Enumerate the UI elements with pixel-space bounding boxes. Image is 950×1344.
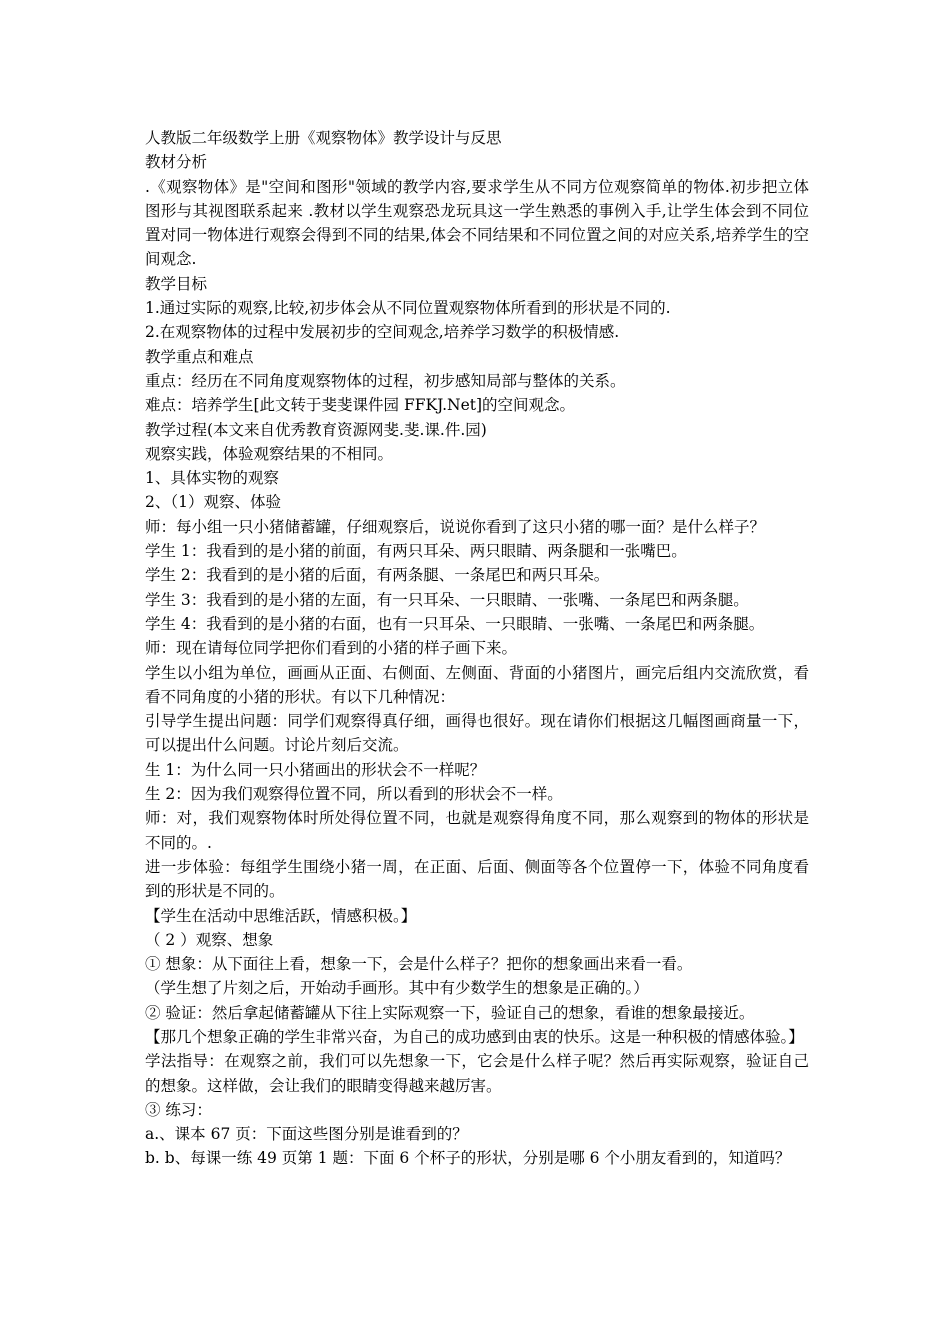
section-heading-key-points: 教学重点和难点 bbox=[145, 347, 254, 366]
paragraph: 观察实践，体验观察结果的不相同。 bbox=[145, 444, 394, 463]
paragraph: （学生想了片刻之后，开始动手画形。其中有少数学生的想象是正确的。） bbox=[145, 979, 649, 998]
paragraph: 师：对，我们观察物体时所处得位置不同，也就是观察得角度不同，那么观察到的物体的形状是不同的。. bbox=[145, 809, 809, 852]
paragraph: 生 2：因为我们观察得位置不同，所以看到的形状会不一样。 bbox=[145, 785, 563, 804]
paragraph: 师：现在请每位同学把你们看到的小猪的样子画下来。 bbox=[145, 639, 518, 658]
paragraph: 学法指导：在观察之前，我们可以先想象一下，它会是什么样子呢？然后再实际观察，验证自己的想象。这样做，会让我们的眼睛变得越来越厉害。 bbox=[145, 1052, 809, 1095]
paragraph: ③ 练习： bbox=[145, 1100, 212, 1119]
paragraph: 1、具体实物的观察 bbox=[145, 469, 279, 488]
exercise-item-b: b. b、每课一练 49 页第 1 题：下面 6 个杯子的形状，分别是哪 6 个小朋友看到的，知道吗？ bbox=[145, 1149, 791, 1168]
paragraph: 2、（1）观察、体验 bbox=[145, 493, 281, 512]
paragraph: 学生 1：我看到的是小猪的前面，有两只耳朵、两只眼睛、两条腿和一张嘴巴。 bbox=[145, 542, 687, 561]
key-point: 重点：经历在不同角度观察物体的过程，初步感知局部与整体的关系。 bbox=[145, 371, 626, 390]
section-heading-textbook-analysis: 教材分析 bbox=[145, 153, 208, 172]
paragraph: 进一步体验：每组学生围绕小猪一周，在正面、后面、侧面等各个位置停一下，体验不同角度看到的形状是不同的。 bbox=[145, 857, 809, 901]
paragraph-textbook-analysis: .《观察物体》是"空间和图形"领域的教学内容,要求学生从不同方位观察简单的物体.初步把立体图形与其视图联系起来 .教材以学生观察恐龙玩具这一学生熟悉的事例入手,让学生体会到不同位置对同一物体进行观察会得到不同的结果,体会不同结果和不同位置之间的对应关系,培养学生的空间观念. bbox=[145, 177, 809, 269]
goal-item-2: 2.在观察物体的过程中发展初步的空间观念,培养学习数学的积极情感. bbox=[145, 323, 620, 342]
paragraph: （ 2 ）观察、想象 bbox=[145, 930, 274, 949]
goal-item-1: 1.通过实际的观察,比较,初步体会从不同位置观察物体所看到的形状是不同的. bbox=[145, 299, 671, 318]
paragraph: ② 验证：然后拿起储蓄罐从下往上实际观察一下，验证自己的想象，看谁的想象最接近。 bbox=[145, 1003, 755, 1022]
section-heading-teaching-process: 教学过程(本文来自优秀教育资源网斐.斐.课.件.园) bbox=[145, 420, 487, 439]
document-body bbox=[145, 126, 809, 1171]
document-title: 人教版二年级数学上册《观察物体》教学设计与反思 bbox=[145, 129, 502, 147]
exercise-item-a: a.、课本 67 页：下面这些图分别是谁看到的？ bbox=[145, 1125, 468, 1144]
difficult-point: 难点：培养学生[此文转于斐斐课件园 FFKJ.Net]的空间观念。 bbox=[145, 396, 576, 415]
paragraph: 师：每小组一只小猪储蓄罐，仔细观察后，说说你看到了这只小猪的哪一面？是什么样子？ bbox=[145, 517, 766, 536]
paragraph: 引导学生提出问题：同学们观察得真仔细，画得也很好。现在请你们根据这几幅图画商量一下，可以提出什么问题。讨论片刻后交流。 bbox=[145, 712, 809, 755]
paragraph: 学生以小组为单位，画画从正面、右侧面、左侧面、背面的小猪图片，画完后组内交流欣赏，看看不同角度的小猪的形状。有以下几种情况： bbox=[145, 663, 809, 706]
paragraph: 学生 3：我看到的是小猪的左面，有一只耳朵、一只眼睛、一张嘴、一条尾巴和两条腿。 bbox=[145, 590, 749, 609]
paragraph: ① 想象：从下面往上看，想象一下，会是什么样子？把你的想象画出来看一看。 bbox=[145, 955, 693, 974]
paragraph: 学生 4：我看到的是小猪的右面，也有一只耳朵、一只眼睛、一张嘴、一条尾巴和两条腿。 bbox=[145, 614, 765, 633]
paragraph: 学生 2：我看到的是小猪的后面，有两条腿、一条尾巴和两只耳朵。 bbox=[145, 566, 610, 585]
section-heading-teaching-goals: 教学目标 bbox=[145, 274, 208, 293]
paragraph: 【学生在活动中思维活跃，情感积极。】 bbox=[145, 906, 417, 925]
paragraph: 生 1：为什么同一只小猪画出的形状会不一样呢？ bbox=[145, 760, 486, 779]
paragraph: 【那几个想象正确的学生非常兴奋，为自己的成功感到由衷的快乐。这是一种积极的情感体验。】 bbox=[145, 1027, 804, 1046]
